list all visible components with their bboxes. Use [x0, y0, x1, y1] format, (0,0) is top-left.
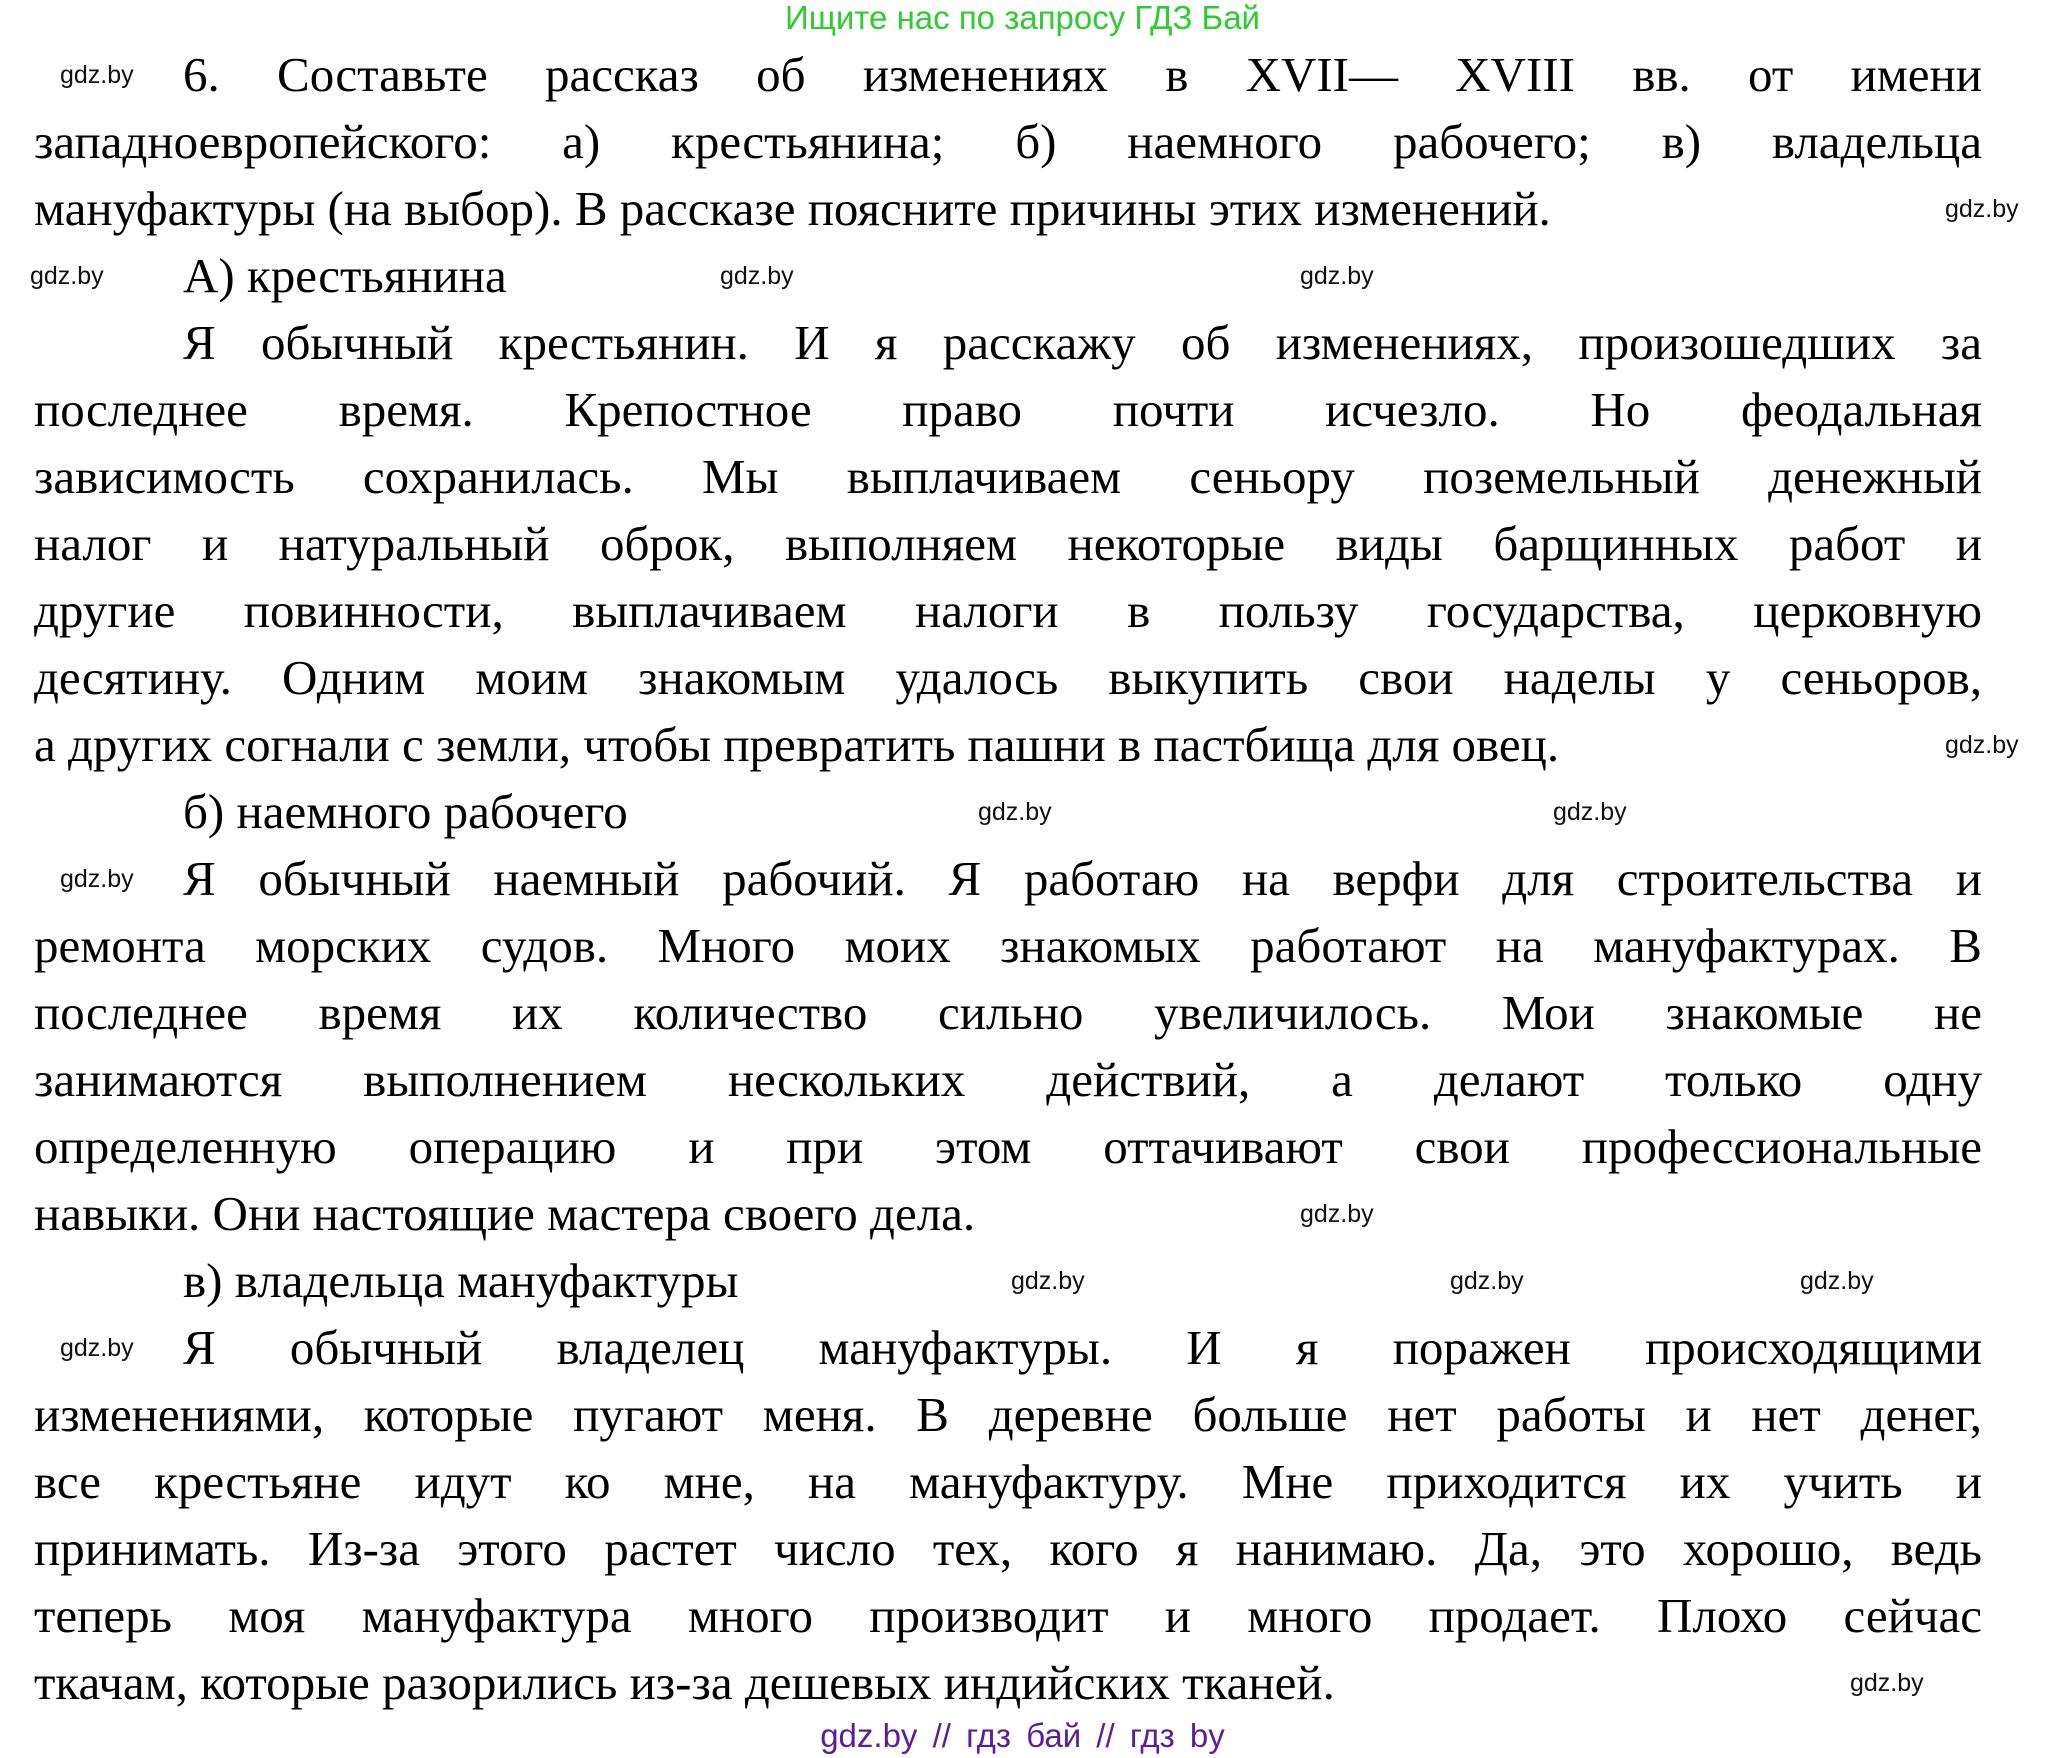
watermark: gdz.by	[1300, 262, 1374, 290]
watermark: gdz.by	[1450, 1267, 1524, 1295]
text-line: изменениями, которые пугают меня. В деревне больше нет работы и нет денег,	[34, 1387, 1982, 1442]
text-line: другие повинности, выплачиваем налоги в пользу государства, церковную	[34, 583, 1982, 638]
watermark: gdz.by	[1945, 195, 2019, 223]
text-line: последнее время их количество сильно увеличилось. Мои знакомые не	[34, 985, 1982, 1040]
text-line: ремонта морских судов. Много моих знакомых работают на мануфактурах. В	[34, 918, 1982, 973]
watermark: gdz.by	[1850, 1669, 1924, 1697]
text-line: западноевропейского: а) крестьянина; б) наемного рабочего; в) владельца	[34, 114, 1982, 169]
text-line: последнее время. Крепостное право почти исчезло. Но феодальная	[34, 382, 1982, 437]
text-line: Я обычный наемный рабочий. Я работаю на верфи для строительства и	[183, 851, 1982, 906]
watermark: gdz.by	[1553, 798, 1627, 826]
watermark: gdz.by	[720, 262, 794, 290]
text-line: все крестьяне идут ко мне, на мануфактуру. Мне приходится их учить и	[34, 1454, 1982, 1509]
text-line: принимать. Из-за этого растет число тех, кого я нанимаю. Да, это хорошо, ведь	[34, 1521, 1982, 1576]
text-line: а других согнали с земли, чтобы превратить пашни в пастбища для овец.	[34, 717, 1560, 772]
text-line: мануфактуры (на выбор). В рассказе поясните причины этих изменений.	[34, 181, 1551, 236]
text-line: налог и натуральный оброк, выполняем некоторые виды барщинных работ и	[34, 516, 1982, 571]
text-line: определенную операцию и при этом оттачивают свои профессиональные	[34, 1119, 1982, 1174]
watermark: gdz.by	[978, 798, 1052, 826]
text-line: десятину. Одним моим знакомым удалось выкупить свои наделы у сеньоров,	[34, 650, 1982, 705]
watermark: gdz.by	[1800, 1267, 1874, 1295]
watermark: gdz.by	[1011, 1267, 1085, 1295]
text-line: Я обычный крестьянин. И я расскажу об изменениях, произошедших за	[183, 315, 1982, 370]
text-line: Я обычный владелец мануфактуры. И я поражен происходящими	[183, 1320, 1982, 1375]
text-line: теперь моя мануфактура много производит и много продает. Плохо сейчас	[34, 1588, 1982, 1643]
watermark: gdz.by	[1945, 731, 2019, 759]
watermark: gdz.by	[60, 61, 134, 89]
text-line: навыки. Они настоящие мастера своего дела.	[34, 1186, 976, 1241]
text-line: ткачам, которые разорились из-за дешевых индийских тканей.	[34, 1655, 1335, 1710]
watermark: gdz.by	[1300, 1200, 1374, 1228]
text-line: занимаются выполнением нескольких действий, а делают только одну	[34, 1052, 1982, 1107]
footer-links[interactable]: gdz.by // гдз бай // гдз by	[820, 1717, 1225, 1754]
watermark: gdz.by	[60, 865, 134, 893]
text-line: 6. Составьте рассказ об изменениях в XVII— XVIII вв. от имени	[183, 47, 1982, 102]
watermark: gdz.by	[30, 262, 104, 290]
text-line: б) наемного рабочего	[183, 784, 628, 839]
watermark: gdz.by	[60, 1334, 134, 1362]
text-line: А) крестьянина	[183, 248, 507, 303]
text-line: зависимость сохранилась. Мы выплачиваем сеньору поземельный денежный	[34, 449, 1982, 504]
search-banner[interactable]: Ищите нас по запросу ГДЗ Бай	[785, 0, 1260, 36]
text-line: в) владельца мануфактуры	[183, 1253, 739, 1308]
